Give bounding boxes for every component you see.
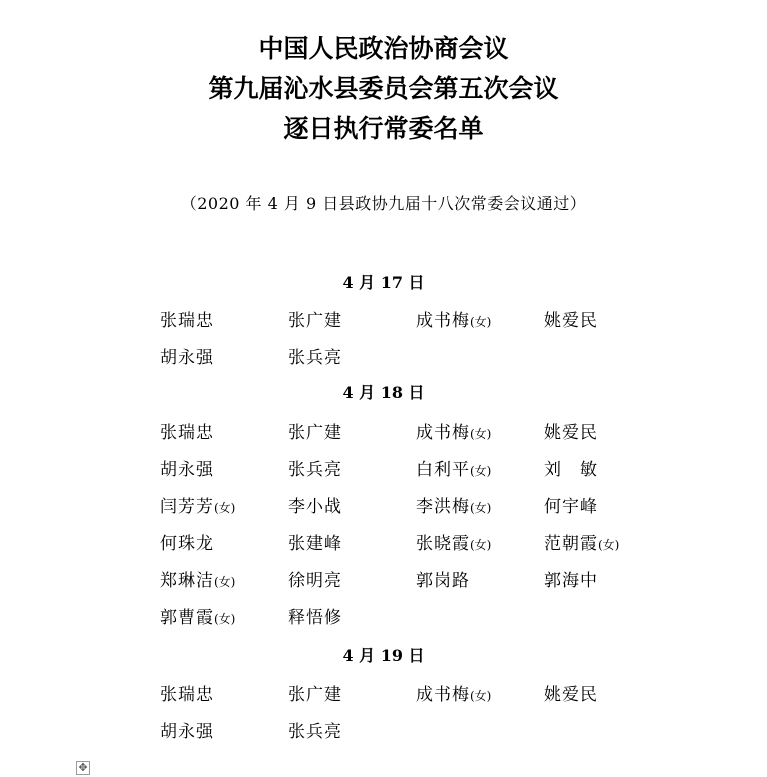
member-entry xyxy=(160,683,214,707)
member-name: 李洪梅 xyxy=(416,497,470,517)
member-entry xyxy=(544,569,598,593)
member-name: 闫芳芳 xyxy=(160,497,214,517)
member-name: 姚爱民 xyxy=(544,685,598,705)
female-mark: (女) xyxy=(214,612,236,626)
member-name: 姚爱民 xyxy=(544,311,598,331)
member-name: 张瑞忠 xyxy=(160,311,214,331)
member-name: 成书梅 xyxy=(416,423,470,443)
member-entry xyxy=(416,532,491,557)
member-name: 张建峰 xyxy=(288,534,342,554)
member-name: 刘 敏 xyxy=(544,460,598,480)
female-mark: (女) xyxy=(470,538,492,552)
member-name: 张兵亮 xyxy=(288,722,342,742)
member-name: 姚爱民 xyxy=(544,423,598,443)
member-name: 范朝霞 xyxy=(544,534,598,554)
title-line-2: 第九届沁水县委员会第五次会议 xyxy=(208,74,559,103)
member-entry xyxy=(288,309,342,333)
member-entry xyxy=(544,495,598,519)
member-name: 何珠龙 xyxy=(160,534,214,554)
female-mark: (女) xyxy=(470,501,492,515)
member-entry xyxy=(288,683,342,707)
member-name: 胡永强 xyxy=(160,348,214,368)
member-entry xyxy=(160,309,214,333)
member-entry xyxy=(416,309,491,334)
female-mark: (女) xyxy=(470,689,492,703)
member-name: 李小战 xyxy=(288,497,342,517)
member-entry xyxy=(416,458,491,483)
member-entry xyxy=(288,346,342,370)
move-anchor-icon[interactable]: ✥ xyxy=(76,761,90,775)
female-mark: (女) xyxy=(598,538,620,552)
member-entry xyxy=(160,569,235,594)
member-name: 胡永强 xyxy=(160,460,214,480)
member-entry xyxy=(160,606,235,631)
member-name: 张广建 xyxy=(288,685,342,705)
member-entry xyxy=(544,458,598,482)
member-name: 成书梅 xyxy=(416,685,470,705)
member-entry xyxy=(288,458,342,482)
female-mark: (女) xyxy=(470,464,492,478)
member-entry xyxy=(160,458,214,482)
member-entry xyxy=(288,720,342,744)
female-mark: (女) xyxy=(214,575,236,589)
member-name: 张晓霞 xyxy=(416,534,470,554)
member-entry xyxy=(544,683,598,707)
member-name: 郭海中 xyxy=(544,571,598,591)
member-name: 张兵亮 xyxy=(288,348,342,368)
member-entry xyxy=(288,495,342,519)
member-name: 成书梅 xyxy=(416,311,470,331)
female-mark: (女) xyxy=(214,501,236,515)
member-name: 张瑞忠 xyxy=(160,423,214,443)
day-heading: 4 月 17 日 xyxy=(342,273,425,292)
member-name: 张兵亮 xyxy=(288,460,342,480)
member-entry xyxy=(544,532,619,557)
female-mark: (女) xyxy=(470,427,492,441)
member-name: 张广建 xyxy=(288,311,342,331)
member-name: 郭曹霞 xyxy=(160,608,214,628)
member-entry xyxy=(160,421,214,445)
member-entry xyxy=(160,720,214,744)
member-entry xyxy=(288,606,342,630)
member-name: 张广建 xyxy=(288,423,342,443)
member-name: 郭岗路 xyxy=(416,571,470,591)
member-entry xyxy=(416,569,470,593)
member-entry xyxy=(160,532,214,556)
member-entry xyxy=(160,346,214,370)
day-heading: 4 月 18 日 xyxy=(342,383,425,402)
member-entry xyxy=(288,532,342,556)
member-name: 胡永强 xyxy=(160,722,214,742)
member-name: 何宇峰 xyxy=(544,497,598,517)
title-line-1: 中国人民政治协商会议 xyxy=(258,34,509,63)
member-entry xyxy=(416,421,491,446)
member-name: 白利平 xyxy=(416,460,470,480)
member-entry xyxy=(160,495,235,520)
member-name: 释悟修 xyxy=(288,608,342,628)
member-name: 张瑞忠 xyxy=(160,685,214,705)
title-line-3: 逐日执行常委名单 xyxy=(283,114,484,143)
member-entry xyxy=(288,569,342,593)
member-entry xyxy=(416,495,491,520)
member-entry xyxy=(544,309,598,333)
female-mark: (女) xyxy=(470,315,492,329)
member-entry xyxy=(288,421,342,445)
member-entry xyxy=(416,683,491,708)
day-heading: 4 月 19 日 xyxy=(342,646,425,665)
member-entry xyxy=(544,421,598,445)
member-name: 郑琳洁 xyxy=(160,571,214,591)
member-name: 徐明亮 xyxy=(288,571,342,591)
approval-note: （2020 年 4 月 9 日县政协九届十八次常委会议通过） xyxy=(180,194,587,213)
